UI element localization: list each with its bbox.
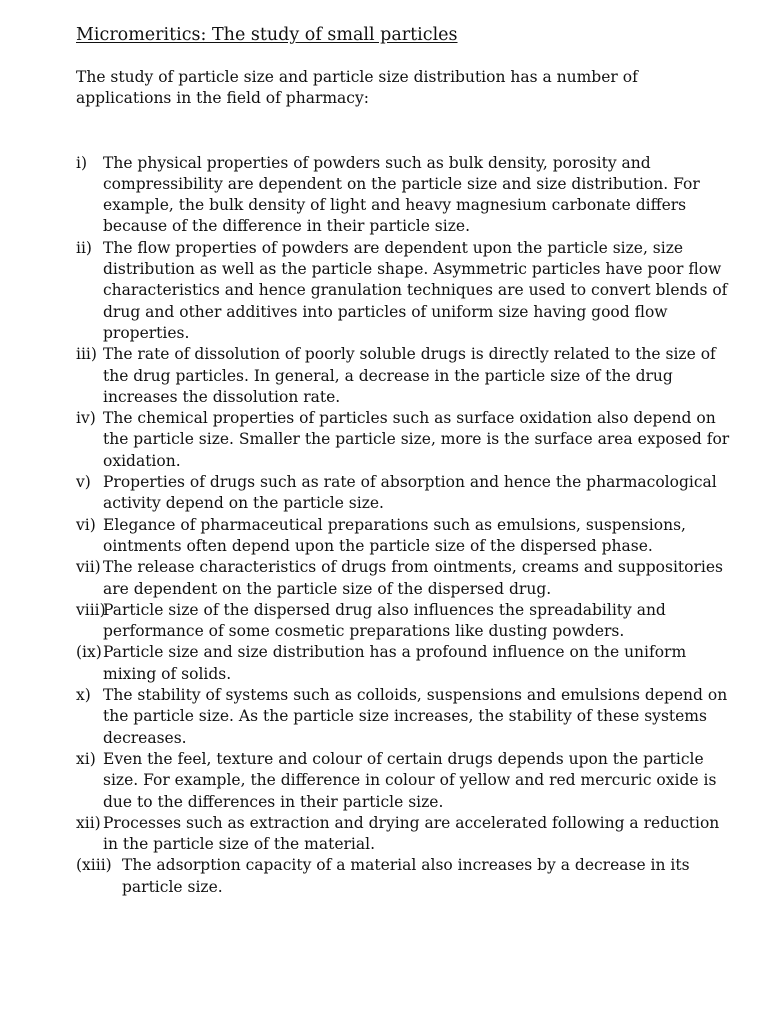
list-item-number: viii)	[76, 600, 106, 619]
document-title: Micromeritics: The study of small particles	[76, 25, 458, 45]
list-item-number: iv)	[76, 409, 96, 428]
list-item-number: xii)	[76, 813, 101, 832]
list-item-number: xi)	[76, 749, 96, 768]
list-item	[76, 344, 736, 408]
list-item	[76, 600, 736, 643]
list-item	[76, 813, 736, 856]
list-item-text: The adsorption capacity of a material also increases by a decrease in its particle size.	[122, 856, 690, 896]
list-item-number: v)	[76, 473, 91, 492]
list-item-number: iii)	[76, 345, 97, 364]
list-item-text: The stability of systems such as colloids, suspensions and emulsions depend on the particle size. As the particle size increases, the stability of these systems decreases.	[103, 686, 728, 747]
list-item-text: Particle size of the dispersed drug also influences the spreadability and performance of some cosmetic preparations like dusting powders.	[103, 600, 666, 641]
list-item-text: The physical properties of powders such as bulk density, porosity and compressibility are dependent on the particle size and size distribution. For example, the bulk density of light and heavy magnesium carbonate differs because of the difference in their particle size.	[103, 153, 700, 236]
list-item	[76, 642, 736, 685]
list-item	[76, 472, 736, 515]
list-item-text: Even the feel, texture and colour of certain drugs depends upon the particle size. For example, the difference in colour of yellow and red mercuric oxide is due to the differences in their particle size.	[103, 749, 717, 811]
list-item-text: The chemical properties of particles such as surface oxidation also depend on the particle size. Smaller the particle size, more is the surface area exposed for oxidation.	[103, 409, 730, 470]
list-item-number: x)	[76, 686, 91, 705]
list-item-number: (ix)	[76, 643, 102, 662]
list-item-number: i)	[76, 153, 88, 172]
list-item	[76, 749, 736, 813]
list-item	[76, 153, 736, 238]
list-item-text: Particle size and size distribution has a profound influence on the uniform mixing of solids.	[103, 643, 687, 683]
list-item-text: The flow properties of powders are dependent upon the particle size, size distribution as well as the particle shape. Asymmetric particles have poor flow characteristics and hence granulation techniques are used to convert blends of drug and other additives into particles of uniform size having good flow properties.	[103, 238, 728, 342]
applications-list	[76, 153, 736, 898]
list-item	[76, 855, 736, 898]
list-item-text: The rate of dissolution of poorly soluble drugs is directly related to the size of the drug particles. In general, a decrease in the particle size of the drug increases the dissolution rate.	[103, 345, 716, 406]
list-item-text: Properties of drugs such as rate of absorption and hence the pharmacological activity depend on the particle size.	[103, 473, 717, 513]
list-item-number: ii)	[76, 238, 92, 257]
list-item	[76, 515, 736, 558]
list-item-text: The release characteristics of drugs from ointments, creams and suppositories are dependent on the particle size of the dispersed drug.	[103, 558, 723, 598]
list-item-number: (xiii)	[76, 856, 112, 875]
list-item-number: vii)	[76, 558, 101, 577]
intro-paragraph: The study of particle size and particle size distribution has a number of applications in the field of pharmacy:	[76, 68, 638, 108]
list-item-number: vi)	[76, 515, 96, 534]
document-page	[76, 24, 736, 898]
list-item	[76, 557, 736, 600]
list-item-text: Elegance of pharmaceutical preparations such as emulsions, suspensions, ointments often depend upon the particle size of the dispersed phase.	[103, 515, 686, 555]
list-item	[76, 238, 736, 344]
list-item	[76, 685, 736, 749]
list-item-text: Processes such as extraction and drying are accelerated following a reduction in the particle size of the material.	[103, 813, 720, 854]
list-item	[76, 408, 736, 472]
